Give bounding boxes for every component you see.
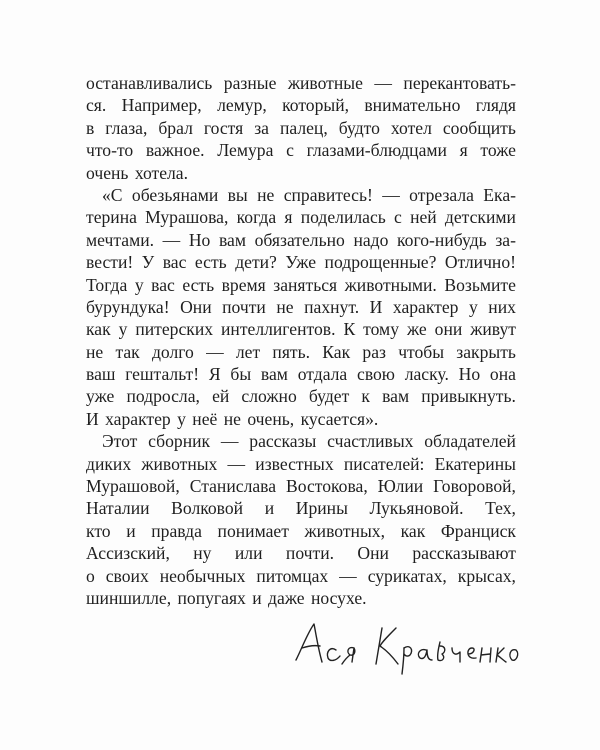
word: сложно <box>241 386 297 407</box>
word: — <box>162 229 181 250</box>
word: разные <box>223 73 277 93</box>
word: — <box>339 565 357 586</box>
word: перекантовать- <box>403 73 516 93</box>
text-line <box>86 430 516 452</box>
text-line <box>86 94 516 116</box>
word: Возьмите <box>444 274 516 295</box>
word: как <box>86 319 111 340</box>
word: так <box>115 341 140 362</box>
word: Уже <box>285 252 317 273</box>
word: лет <box>235 341 261 362</box>
text-line <box>86 453 516 475</box>
word: как <box>400 520 426 541</box>
word: вам <box>260 364 288 385</box>
word: ласку. <box>404 364 449 385</box>
text-line <box>86 497 516 519</box>
word: вы <box>227 184 248 205</box>
text-line <box>86 117 516 139</box>
word: у <box>468 296 478 317</box>
word: сурикатах, <box>367 565 447 586</box>
word: глазами-блюдцами <box>306 140 447 161</box>
word: У <box>141 252 155 273</box>
word: будет <box>308 386 350 407</box>
text-line <box>86 139 516 161</box>
word: — <box>374 73 392 93</box>
word: Мурашовой, <box>86 476 180 497</box>
word: Ирины <box>295 498 348 519</box>
word: почти <box>222 296 266 317</box>
word: подросла, <box>126 386 200 407</box>
word: не <box>257 184 275 205</box>
word: раз <box>362 341 386 362</box>
word: я <box>459 140 468 161</box>
word: необычных <box>159 565 246 586</box>
text-line <box>86 318 516 340</box>
author-signature <box>290 618 520 678</box>
word: не <box>276 296 294 317</box>
word: когда <box>236 207 277 228</box>
word: рассказы <box>249 431 317 452</box>
word: вас <box>162 252 187 273</box>
word: вас <box>151 274 175 295</box>
word: обладателей <box>424 431 516 452</box>
word: интеллигентов. <box>221 319 336 340</box>
word: о <box>86 565 95 586</box>
word: Станислава <box>189 476 277 497</box>
word: ней <box>410 207 437 228</box>
word: у <box>134 274 144 295</box>
word: уже <box>86 386 115 407</box>
word: палец, <box>279 117 328 138</box>
word: тому <box>363 319 399 340</box>
word: же <box>406 319 427 340</box>
word: и <box>264 498 275 519</box>
word: бы <box>230 364 252 385</box>
word: бурундука! <box>86 296 170 317</box>
word: почти. <box>285 543 335 564</box>
word: терина <box>86 207 137 228</box>
line-text: И характер у неё не очень, кусается». <box>86 408 379 429</box>
line-text: шиншилле, попугаях и даже носухе. <box>86 587 367 608</box>
word: Ассизский, <box>86 543 170 564</box>
word: гостя <box>203 117 244 138</box>
word: Но <box>188 229 211 250</box>
word: останавливались <box>86 73 213 93</box>
word: вести! <box>86 252 134 273</box>
word: ну <box>193 543 212 564</box>
word: она <box>489 364 516 385</box>
word: свою <box>357 364 395 385</box>
word: — <box>206 341 224 362</box>
text-line <box>86 206 516 228</box>
text-line <box>86 184 516 206</box>
text-line <box>86 251 516 273</box>
word: Юлии <box>377 476 424 497</box>
text-line <box>86 520 516 542</box>
word: пять. <box>272 341 311 362</box>
word: в <box>86 117 95 138</box>
word: сообщить <box>442 117 516 138</box>
word: И <box>369 296 383 317</box>
word: отрезала <box>409 184 474 205</box>
word: ся. <box>86 95 107 116</box>
word: хотел <box>390 117 432 138</box>
word: закрыть <box>456 341 516 362</box>
word: ваш <box>86 364 116 385</box>
word: счастливых <box>327 431 414 452</box>
signature-image <box>290 618 520 678</box>
word: кто <box>86 520 111 541</box>
word: Лемура <box>217 140 274 161</box>
word: животных <box>141 453 218 474</box>
word: животные <box>287 73 363 93</box>
word: брал <box>158 117 193 138</box>
word: подрощенные? <box>324 252 437 273</box>
word: Отлично! <box>444 252 516 273</box>
word: не <box>86 341 104 362</box>
word: животных, <box>304 520 385 541</box>
word: характер <box>392 296 459 317</box>
word: своих <box>105 565 149 586</box>
word: Они <box>180 296 212 317</box>
word: тоже <box>480 140 516 161</box>
word: есть <box>194 252 227 273</box>
text-line <box>86 274 516 296</box>
word: понимает <box>217 520 289 541</box>
word: будто <box>338 117 380 138</box>
word: я <box>284 207 293 228</box>
word: Например, <box>121 95 202 116</box>
word: справитесь! <box>283 184 373 205</box>
word: за- <box>495 229 516 250</box>
word: Но <box>458 364 481 385</box>
word: за <box>254 117 269 138</box>
word: ей <box>212 386 230 407</box>
word: Волковой <box>171 498 244 519</box>
word: Говоровой, <box>433 476 516 497</box>
word: лемур, <box>217 95 267 116</box>
word: долго <box>151 341 194 362</box>
word: и <box>126 520 136 541</box>
word: пахнут. <box>304 296 360 317</box>
word: к <box>361 386 370 407</box>
text-line <box>86 229 516 251</box>
text-line <box>86 341 516 363</box>
word: рассказывают <box>412 543 516 564</box>
word: диких <box>86 453 132 474</box>
word: внимательно <box>364 95 461 116</box>
word: Франциск <box>440 520 516 541</box>
word: известных <box>255 453 334 474</box>
word: Как <box>322 341 351 362</box>
word: время <box>221 274 266 295</box>
word: — <box>227 453 246 474</box>
word: правда <box>151 520 202 541</box>
word: с <box>394 207 402 228</box>
word: отдала <box>297 364 348 385</box>
word: вам <box>218 229 246 250</box>
word: чтобы <box>398 341 445 362</box>
word: с <box>286 140 294 161</box>
line-text: очень хотела. <box>86 162 189 183</box>
word: крысах, <box>457 565 516 586</box>
word: Лукьяновой. <box>369 498 464 519</box>
text-line <box>86 363 516 385</box>
word: есть <box>182 274 215 295</box>
word: мечтами. <box>86 229 155 250</box>
word: сборник <box>148 431 211 452</box>
text-line <box>86 542 516 564</box>
word: Тогда <box>86 274 128 295</box>
word: обязательно <box>254 229 345 250</box>
text-line <box>86 162 516 184</box>
word: Мурашова, <box>145 207 229 228</box>
word: живут <box>470 319 516 340</box>
word: — <box>220 431 239 452</box>
word: них <box>488 296 516 317</box>
word: питомцах <box>256 565 329 586</box>
word: или <box>234 543 263 564</box>
word: привыкнуть. <box>421 386 516 407</box>
word: глядя <box>475 95 516 116</box>
word: питерских <box>135 319 214 340</box>
word: гештальт! <box>125 364 200 385</box>
word: — <box>382 184 400 205</box>
word: надо <box>353 229 389 250</box>
word: важное. <box>145 140 205 161</box>
text-line <box>86 296 516 318</box>
word: заняться <box>273 274 338 295</box>
text-line <box>86 565 516 587</box>
word: животными. <box>344 274 437 295</box>
word: вам <box>382 386 410 407</box>
word: глаза, <box>105 117 148 138</box>
word: Ека- <box>483 184 516 205</box>
text-line <box>86 72 516 94</box>
word: дети? <box>235 252 277 273</box>
body-text <box>86 72 516 609</box>
text-line <box>86 385 516 407</box>
word: Тех, <box>485 498 516 519</box>
word: Екатерины <box>434 453 516 474</box>
word: у <box>118 319 128 340</box>
word: который, <box>282 95 350 116</box>
text-line <box>86 587 516 609</box>
word: Этот <box>102 431 138 452</box>
word: Я <box>208 364 221 385</box>
text-line <box>86 408 516 430</box>
word: детскими <box>444 207 516 228</box>
word: обезьянами <box>131 184 219 205</box>
word: К <box>343 319 356 340</box>
word: Наталии <box>86 498 150 519</box>
word: поделилась <box>300 207 386 228</box>
word: писателей: <box>343 453 425 474</box>
word: они <box>434 319 463 340</box>
word: кого-нибудь <box>397 229 487 250</box>
word: Они <box>357 543 389 564</box>
word: «С <box>102 184 123 205</box>
word: что-то <box>86 140 134 161</box>
word: Востокова, <box>286 476 368 497</box>
text-line <box>86 475 516 497</box>
